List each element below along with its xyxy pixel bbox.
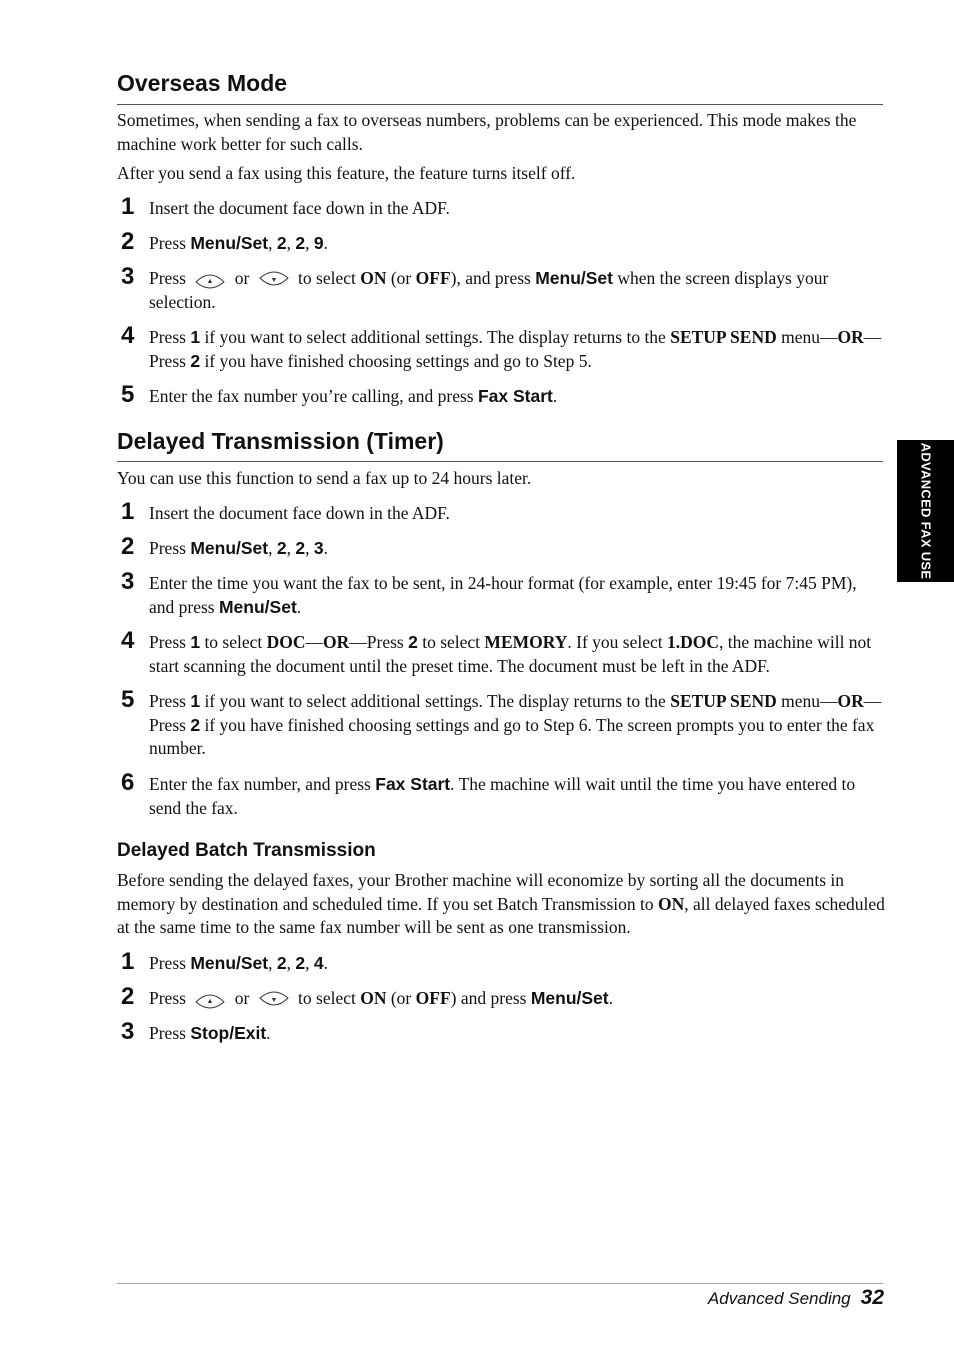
page-number: 32 [860, 1286, 884, 1309]
overseas-step-1-text: Insert the document face down in the ADF. [149, 198, 450, 218]
batch-step-3: 3 Press Stop/Exit. [121, 1018, 271, 1045]
footer-section: Advanced Sending [707, 1289, 851, 1308]
timer-rule [117, 461, 883, 462]
overseas-intro1: Sometimes, when sending a fax to overseas numbers, problems can be experienced. This mode makes the machine work better for such calls. [117, 110, 857, 154]
svg-text:▲: ▲ [206, 997, 214, 1005]
timer-step-1: 1 Insert the document face down in the ADF. [121, 498, 450, 525]
overseas-rule [117, 104, 883, 105]
timer-step-2: 2 Press Menu/Set, 2, 2, 3. [121, 533, 328, 560]
footer-rule [117, 1283, 883, 1284]
side-tab-label: ADVANCED FAX USE [918, 442, 933, 580]
batch-step-2: 2 Press ▲ or ▼ to select ON (or OFF) and press Menu/Set. [121, 983, 613, 1010]
overseas-step-5: 5 Enter the fax number you’re calling, and press Fax Start. [121, 381, 558, 408]
timer-title: Delayed Transmission (Timer) [117, 428, 444, 454]
batch-intro: Before sending the delayed faxes, your Brother machine will economize by sorting all the documents in memory by destination and scheduled time. If you set Batch Transmission to ON, all delayed faxes scheduled at the same time to the same fax number will be sent as one transmission. [117, 870, 885, 937]
down-arrow-key-icon [258, 270, 290, 290]
svg-text:▼: ▼ [270, 996, 278, 1004]
up-arrow-key-icon [194, 270, 226, 290]
timer-step-3: 3 Enter the time you want the fax to be sent, in 24-hour format (for example, enter 19:45 for 7:45 PM), and press Menu/Set. [121, 568, 857, 617]
overseas-intro2: After you send a fax using this feature, the feature turns itself off. [117, 163, 576, 183]
overseas-step-4: 4 Press 1 if you want to select additional settings. The display returns to the SETUP SEND menu—OR—Press 2 if you have finished choosing settings and go to Step 5. [121, 322, 882, 371]
timer-step-5: 5 Press 1 if you want to select additional settings. The display returns to the SETUP SEND menu—OR—Press 2 if you have finished choosing settings and go to Step 6. The screen prompts you to enter the fax number. [121, 686, 882, 758]
batch-title: Delayed Batch Transmission [117, 840, 376, 861]
svg-text:▼: ▼ [270, 276, 278, 284]
batch-step-1: 1 Press Menu/Set, 2, 2, 4. [121, 948, 328, 975]
overseas-step-1: 1 Insert the document face down in the ADF. [117, 197, 885, 221]
timer-step-4: 4 Press 1 to select DOC—OR—Press 2 to select MEMORY. If you select 1.DOC, the machine will not start scanning the document until the preset time. The document must be left in the ADF. [121, 627, 872, 676]
timer-step-6: 6 Enter the fax number, and press Fax Start. The machine will wait until the time you have entered to send the fax. [121, 769, 856, 818]
side-tab [897, 440, 954, 582]
overseas-step-2: 2 Press Menu/Set, 2, 2, 9. [121, 228, 328, 255]
up-arrow-key-icon [194, 990, 226, 1010]
overseas-title: Overseas Mode [117, 70, 288, 96]
down-arrow-key-icon [258, 990, 290, 1010]
footer [708, 1286, 884, 1310]
overseas-step-3: 3 Press ▲ or ▼ to select ON (or OFF), and press Menu/Set when the screen displays your selection. [121, 263, 829, 312]
timer-intro: You can use this function to send a fax up to 24 hours later. [117, 468, 532, 488]
svg-text:▲: ▲ [206, 277, 214, 285]
